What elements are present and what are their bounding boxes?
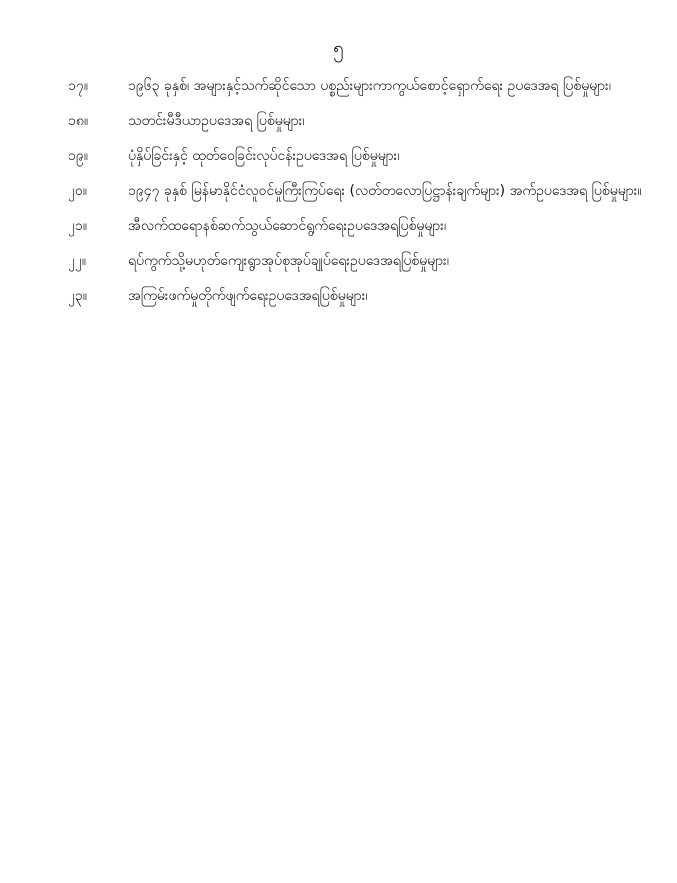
item-number: ၁၇။ [68,78,88,94]
list-item [68,249,652,273]
page-number: ၅ [333,37,344,59]
item-text: ၁၉၆၃ ခုနှစ်၊ အများနှင့်သက်ဆိုင်သော ပစ္စည်းများကာကွယ်စောင့်ရှောက်ရေး ဥပဒေအရ ပြစ်မှုများ၊ [128,78,611,94]
list-item [68,179,652,203]
item-text: ပုံနှိပ်ခြင်းနှင့် ထုတ်ဝေခြင်းလုပ်ငန်းဥပဒေအရ ပြစ်မှုများ၊ [128,148,400,164]
item-number: ၂၂။ [68,253,86,269]
item-number: ၂၃။ [68,288,87,304]
item-text: အကြမ်းဖက်မှုတိုက်ဖျက်ရေးဥပဒေအရပြစ်မှုများ၊ [128,288,368,304]
item-number: ၂၀။ [68,183,87,199]
list-item [68,144,652,168]
list-item [68,214,652,238]
item-number: ၁၈။ [68,113,89,129]
item-number: ၂၁။ [68,218,87,234]
list-item [68,74,652,98]
item-text: ရပ်ကွက်သို့မဟုတ်ကျေးရွာအုပ်စုအုပ်ချုပ်ရေးဥပဒေအရပြစ်မှုများ၊ [128,253,449,269]
item-number: ၁၉။ [68,148,88,164]
item-text: ၁၉၄၇ ခုနှစ် မြန်မာနိုင်ငံလူဝင်မှုကြီးကြပ်ရေး (လတ်တလောပြဋ္ဌာန်းချက်များ) အက်ဥပဒေအရ ပြစ်မှုများ။ [128,183,642,199]
list-item [68,284,652,308]
item-text: သတင်းမီဒီယာဥပဒေအရ ပြစ်မှုများ၊ [128,113,305,129]
offense-list [68,74,652,319]
item-text: အီလက်ထရောနစ်ဆက်သွယ်ဆောင်ရွက်ရေးဥပဒေအရပြစ်မှုများ၊ [128,218,447,234]
list-item [68,109,652,133]
